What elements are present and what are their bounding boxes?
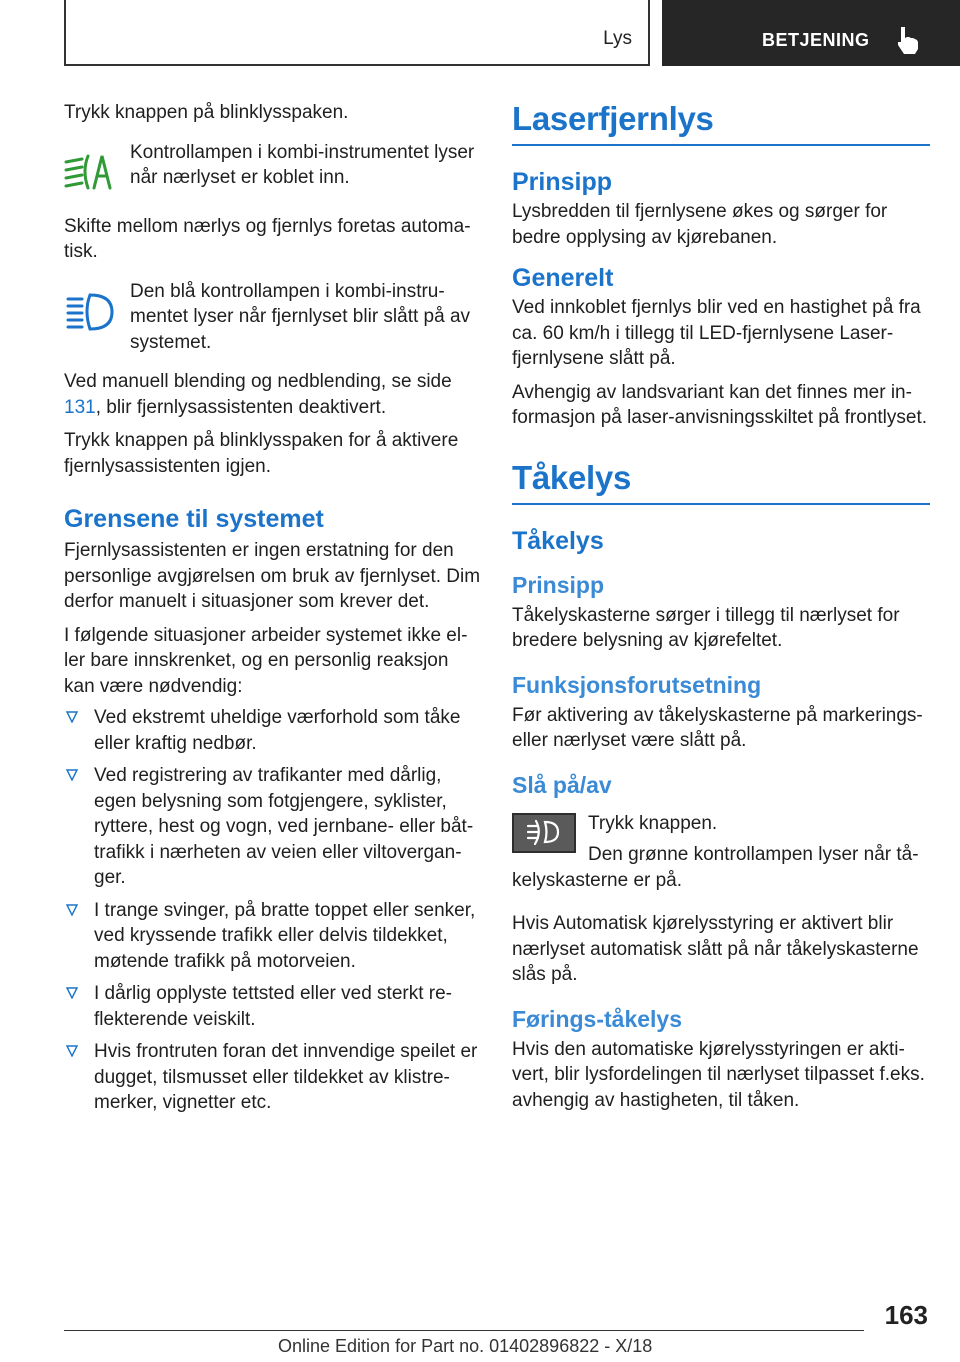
heading-guide-fog-lights: Førings-tåkelys [512,1005,682,1032]
paragraph: Ved innkoblet fjernlys blir ved en hastighet på fra ca. 60 km/h i tillegg til LED-fjernlysene Laserfjernlysene slått på. [512,297,921,369]
footer-divider [64,1330,864,1331]
paragraph: Hvis den automatiske kjørelysstyringen er aktivert, blir lysfordelingen til nærlyset tilpasset f.eks. avhengig av hastigheten, til tåken. [512,1038,925,1111]
heading-laser-high-beam: Laserfjernlys [512,100,930,146]
triangle-bullet-icon [66,711,78,723]
paragraph: I følgende situasjoner arbeider systemet ikke eller bare innskrenket, og en personlig reaksjon kan være nødvendig: [64,624,468,697]
heading-system-limits: Grensene til systemet [64,505,324,533]
list-item: Ved ekstremt uheldige værforhold som tåke eller kraftig nedbør. [64,705,482,756]
paragraph: Trykk knappen. [588,812,718,834]
heading-fog-lights-sub: Tåkelys [512,526,604,555]
header-chapter-box [662,0,960,66]
paragraph: Avhengig av landsvariant kan det finnes mer informasjon på laser-anvisningsskiltet på frontlyset. [512,381,928,428]
triangle-bullet-icon [66,1045,78,1057]
paragraph: Trykk knappen på blinklysspaken. [64,102,349,123]
triangle-bullet-icon [66,769,78,781]
paragraph: Skifte mellom nærlys og fjernlys foretas automatisk. [64,215,471,262]
paragraph: Hvis Automatisk kjørelysstyring er aktivert blir nærlyset automatisk slått på når tåkelyskasterne slås på. [512,913,919,985]
heading-general: Generelt [512,264,614,292]
fog-light-button [512,813,576,853]
paragraph: Fjernlysassistenten er ingen erstatning for den personlige avgjørelsen om bruk av fjernlyset. Dim derfor manuelt i situasjoner som krever det. [64,540,481,612]
heading-on-off: Slå på/av [512,771,612,798]
high-beam-indicator-row [64,279,482,356]
low-beam-indicator-row [64,140,482,200]
list-item: I dårlig opplyste tettsted eller ved sterkt reflekterende veiskilt. [64,981,482,1032]
pointing-hand-icon [894,25,922,55]
footer-edition: Online Edition for Part no. 01402896822 - X/18 [278,1336,653,1356]
high-beam-assistant-indicator-icon [64,289,116,333]
heading-fog-principle: Prinsipp [512,571,605,598]
heading-function-requirement: Funksjonsforutsetning [512,671,762,698]
paragraph: Den grønne kontrollampen lyser når tåkelyskasterne er på. [512,844,919,891]
indicator-description: Kontrollampen i kombi-instrumentet lyser når nærlyset er koblet inn. [130,141,475,188]
fog-button-block [512,811,930,894]
right-column [512,100,930,1113]
paragraph: Trykk knappen på blinklysspaken for å aktivere fjernlysassistenten igjen. [64,430,459,477]
header-section-box [64,0,650,66]
indicator-description: Den blå kontrollampen i kombi-instrumentet lyser når fjernlyset blir slått på av systemet. [130,280,471,353]
section-title: Lys [603,28,632,49]
heading-fog-lights: Tåkelys [512,459,930,505]
paragraph: Tåkelyskasterne sørger i tillegg til nærlyset for bredere belysning av kjørefeltet. [512,604,900,651]
paragraph: Før aktivering av tåkelyskasterne på markerings- eller nærlyset være slått på. [512,704,923,751]
left-column [64,100,482,1123]
limitations-list [64,705,482,1116]
fog-light-icon [514,815,574,851]
list-item: Hvis frontruten foran det innvendige speilet er dugget, tilsmusset eller tildekket av klistremerker, vignetter etc. [64,1039,482,1116]
paragraph: Lysbredden til fjernlysene økes og sørger for bedre opplysing av kjørebanen. [512,201,888,248]
paragraph-with-link: Ved manuell blending og nedblending, se side 131, blir fjernlysassistenten deaktivert. [64,371,452,418]
page-number: 163 [884,1300,928,1330]
low-beam-auto-indicator-icon [64,150,116,194]
list-item: I trange svinger, på bratte toppet eller senker, ved kryssende trafikk eller delvis tildekket, møtende trafikk på motorveien. [64,898,482,975]
chapter-title: BETJENING [762,30,870,50]
triangle-bullet-icon [66,904,78,916]
list-item: Ved registrering av trafikanter med dårlig, egen belysning som fotgjengere, syklister, ryttere, hest og vogn, ved jernbane- eller båttrafikk i nærheten av veien eller viltoverganger. [64,763,482,891]
heading-principle: Prinsipp [512,168,613,196]
triangle-bullet-icon [66,987,78,999]
page-link[interactable]: 131 [64,396,96,418]
